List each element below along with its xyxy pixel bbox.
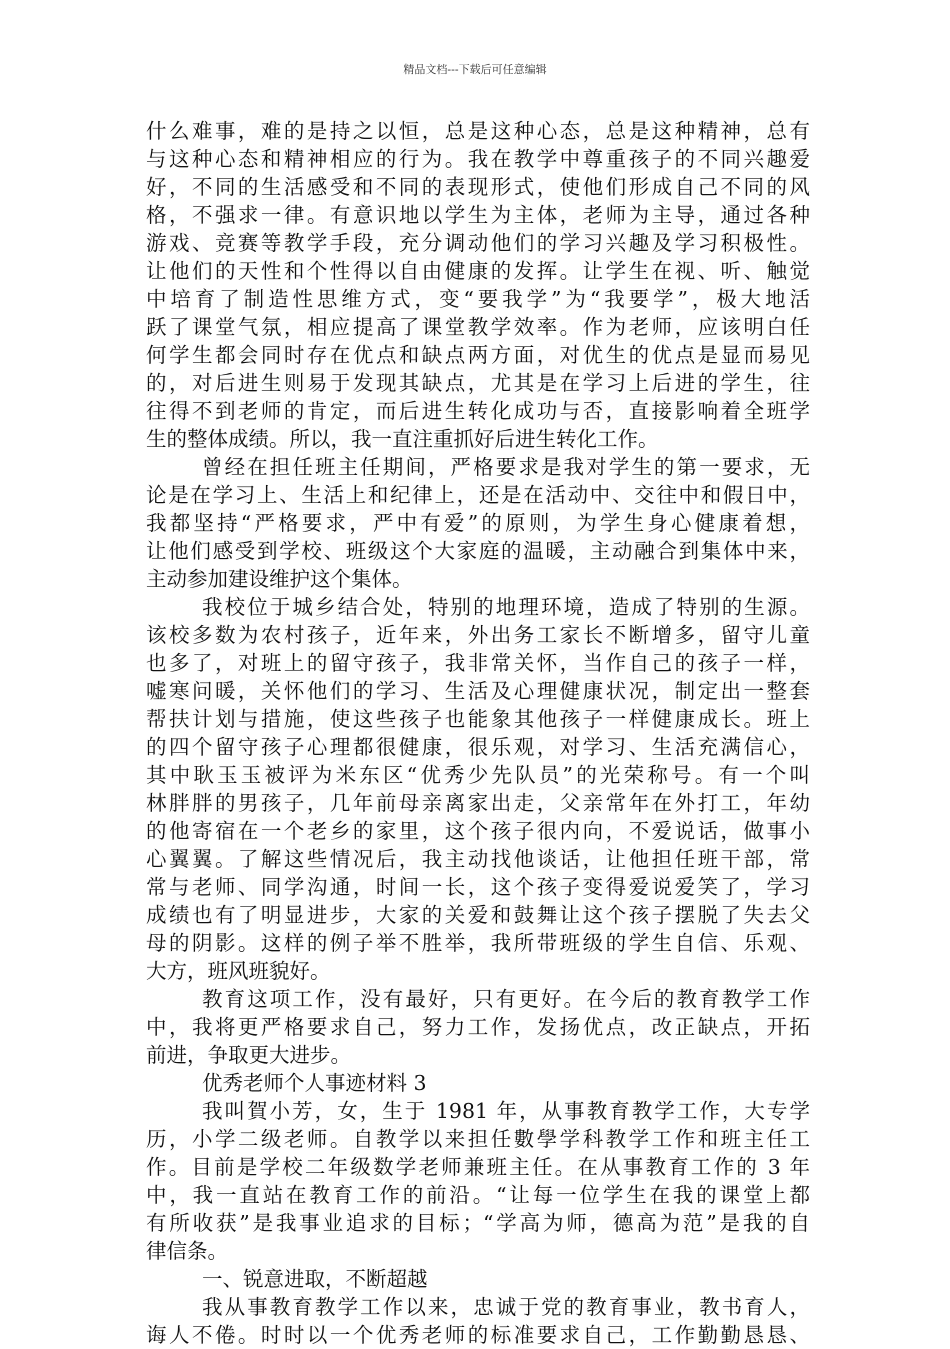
text-line: 生的整体成绩。所以，我一直注重抓好后进生转化工作。	[146, 427, 659, 451]
text-line: 诲人不倦。时时以一个优秀老师的标准要求自己，工作勤勤恳恳、	[146, 1323, 810, 1347]
text-line: 帮扶计划与措施，使这些孩子也能象其他孩子一样健康成长。班上	[146, 707, 810, 731]
text-line: 有所收获”是我事业追求的目标；“学高为师，德高为范”是我的自	[146, 1211, 810, 1235]
text-line: 论是在学习上、生活上和纪律上，还是在活动中、交往中和假日中，	[146, 483, 810, 507]
text-line: 也多了，对班上的留守孩子，我非常关怀，当作自己的孩子一样，	[146, 651, 810, 675]
document-body	[146, 117, 810, 1349]
text-line: 让他们感受到学校、班级这个大家庭的温暖，主动融合到集体中来，	[146, 539, 810, 563]
text-line: 格，不强求一律。有意识地以学生为主体，老师为主导，通过各种	[146, 203, 810, 227]
text-line: 嘘寒问暖，关怀他们的学习、生活及心理健康状况，制定出一整套	[146, 679, 810, 703]
page-header: 精品文档---下载后可任意编辑	[403, 63, 547, 76]
text-line: 该校多数为农村孩子，近年来，外出务工家长不断增多，留守儿童	[146, 623, 810, 647]
text-line: 优秀老师个人事迹材料 3	[202, 1071, 427, 1095]
text-line: 大方，班风班貌好。	[146, 959, 331, 983]
text-line: 一、锐意进取，不断超越	[202, 1267, 428, 1291]
text-line: 游戏、竞赛等教学手段，充分调动他们的学习兴趣及学习积极性。	[146, 231, 810, 255]
text-line: 我从事教育教学工作以来，忠诚于党的教育事业，教书育人，	[202, 1295, 810, 1319]
text-line: 历，小学二级老师。自教学以来担任數學学科教学工作和班主任工	[146, 1127, 810, 1151]
text-line: 我校位于城乡结合处，特别的地理环境，造成了特别的生源。	[202, 595, 810, 619]
text-line: 的四个留守孩子心理都很健康，很乐观，对学习、生活充满信心，	[146, 735, 810, 759]
text-line: 心翼翼。了解这些情况后，我主动找他谈话，让他担任班干部，常	[146, 847, 810, 871]
text-line: 好，不同的生活感受和不同的表现形式，使他们形成自己不同的风	[146, 175, 810, 199]
text-line: 律信条。	[146, 1239, 228, 1263]
text-line: 我叫賀小芳，女，生于 1981 年，从事教育教学工作，大专学	[202, 1099, 810, 1123]
text-line: 常与老师、同学沟通，时间一长，这个孩子变得爱说爱笑了，学习	[146, 875, 810, 899]
text-line: 与这种心态和精神相应的行为。我在教学中尊重孩子的不同兴趣爱	[146, 147, 810, 171]
text-line: 中，我一直站在教育工作的前沿。“让每一位学生在我的课堂上都	[146, 1183, 810, 1207]
text-line: 什么难事，难的是持之以恒，总是这种心态，总是这种精神，总有	[146, 119, 810, 143]
text-line: 作。目前是学校二年级数学老师兼班主任。在从事教育工作的 3 年	[146, 1155, 810, 1179]
text-line: 母的阴影。这样的例子举不胜举，我所带班级的学生自信、乐观、	[146, 931, 810, 955]
text-line: 前进，争取更大进步。	[146, 1043, 351, 1067]
text-line: 的，对后进生则易于发现其缺点，尤其是在学习上后进的学生，往	[146, 371, 810, 395]
text-line: 往得不到老师的肯定，而后进生转化成功与否，直接影响着全班学	[146, 399, 810, 423]
text-line: 跃了课堂气氛，相应提高了课堂教学效率。作为老师，应该明白任	[146, 315, 810, 339]
text-line: 教育这项工作，没有最好，只有更好。在今后的教育教学工作	[202, 987, 810, 1011]
text-line: 让他们的天性和个性得以自由健康的发挥。让学生在视、听、触觉	[146, 259, 810, 283]
text-line: 中，我将更严格要求自己，努力工作，发扬优点，改正缺点，开拓	[146, 1015, 810, 1039]
text-line: 曾经在担任班主任期间，严格要求是我对学生的第一要求，无	[202, 455, 810, 479]
text-line: 中培育了制造性思维方式，变“要我学”为“我要学”，极大地活	[146, 287, 810, 311]
text-line: 其中耿玉玉被评为米东区“优秀少先队员”的光荣称号。有一个叫	[146, 763, 810, 787]
text-line: 的他寄宿在一个老乡的家里，这个孩子很内向，不爱说话，做事小	[146, 819, 810, 843]
text-line: 何学生都会同时存在优点和缺点两方面，对优生的优点是显而易见	[146, 343, 810, 367]
text-line: 林胖胖的男孩子，几年前母亲离家出走，父亲常年在外打工，年幼	[146, 791, 810, 815]
text-line: 我都坚持“严格要求，严中有爱”的原则，为学生身心健康着想，	[146, 511, 810, 535]
text-line: 成绩也有了明显进步，大家的关爱和鼓舞让这个孩子摆脱了失去父	[146, 903, 810, 927]
text-line: 主动参加建设维护这个集体。	[146, 567, 413, 591]
